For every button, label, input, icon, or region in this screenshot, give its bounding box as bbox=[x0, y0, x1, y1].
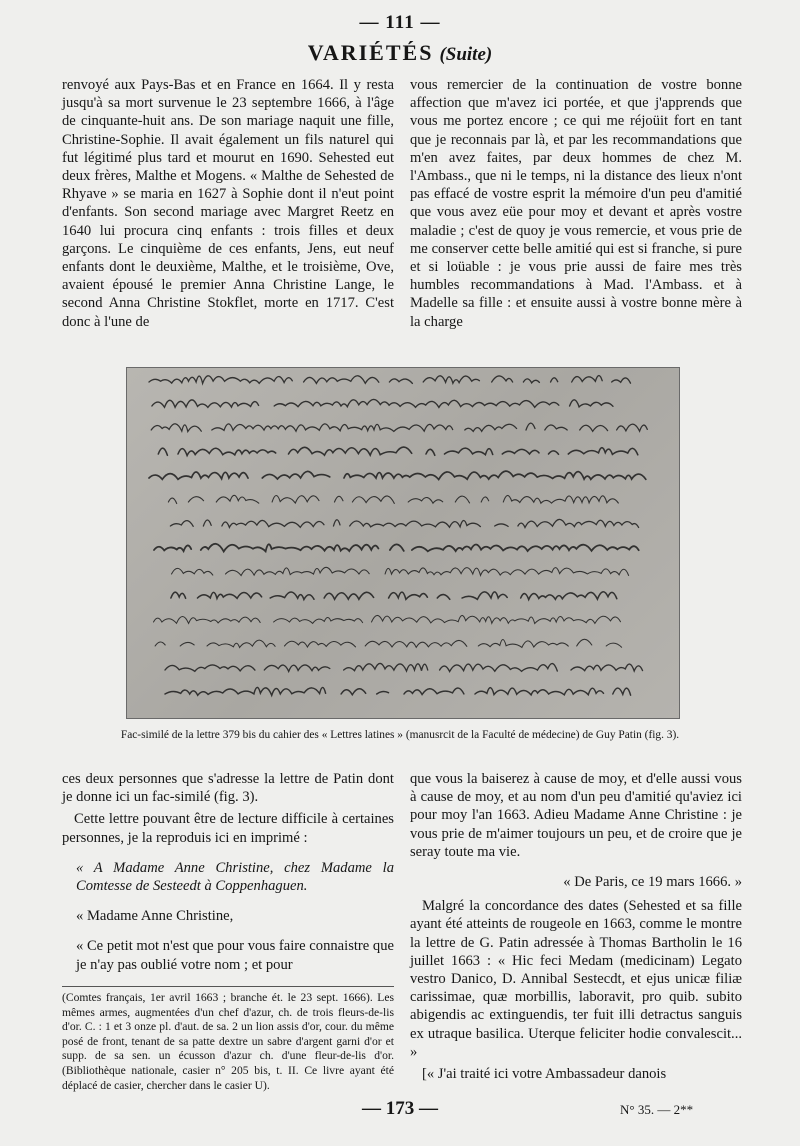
footnote: (Comtes français, 1er avril 1663 ; branche ét. le 23 sept. 1666). Les mêmes armes, augmentées d'un chef d'azur, ch. de trois fleurs-de-lis d'or. C. : 1 et 3 onze pl. d'aut. de sa. 2 un lion assis d'or, cour. du même posé de front, tenant de sa patte dextre un sabre d'argent garni d'or et supp. de sa sen. un écusson d'azur ch. d'une fleur-de-lis d'or. (Bibliothèque nationale, casier n° 205 bis, t. II. Ce livre ayant été déplacé de casier, chercher dans le casier U). bbox=[62, 986, 394, 1093]
section-title bbox=[0, 40, 800, 66]
figure-caption: Fac-similé de la lettre 379 bis du cahier des « Lettres latines » (manusrcit de la Faculté de médecine) de Guy Patin (fig. 3). bbox=[120, 729, 680, 741]
letter-salutation: « Madame Anne Christine, bbox=[76, 908, 234, 925]
handwriting-line bbox=[149, 376, 631, 384]
paragraph: [« J'ai traité ici votre Ambassadeur danois bbox=[422, 1066, 667, 1083]
paragraph: ces deux personnes que s'adresse la lettre de Patin dont je donne ici un fac-similé (fig. 3). bbox=[62, 771, 394, 806]
running-page-number: — 111 — bbox=[359, 12, 441, 33]
paragraph: Malgré la concordance des dates (Sehested et sa fille ayant été atteints de rougeole en 1663, comme le montre la lettre de G. Patin adressée à Thomas Bartholin le 16 juillet 1663 : « Hic feci Medam (medicinam) Legato vestro Danico, D. Annibal Sestecdt, et ejus unicæ filiæ carissimae, quæ morbillis, laboravit, pro quib. subito abigendis ac extinguendis, ter fuit illi detractus sanguis ex utraque basilica. Uterque feliciter hodie convalescit... » bbox=[410, 898, 742, 1060]
handwriting-line bbox=[165, 663, 643, 671]
handwriting-line bbox=[149, 471, 646, 479]
page-number: — 173 — bbox=[362, 1098, 438, 1119]
left-column-top bbox=[62, 76, 394, 331]
handwriting-line bbox=[171, 592, 617, 600]
letter-facsimile-image bbox=[126, 367, 680, 719]
handwriting-scribble bbox=[127, 368, 679, 718]
paragraph: renvoyé aux Pays-Bas et en France en 1664. Il y resta jusqu'à sa mort survenue le 23 septembre 1666, à l'âge de cinquante-huit ans. De son mariage naquit une fille, Christine-Sophie. Il avait également un fils naturel qui fut légitimé plus tard et mourut en 1690. Sehested eut deux frères, Malthe et Mogens. « Malthe de Sehested de Rhyave » se maria en 1627 à Sophie dont il n'eut point d'enfants. Son second mariage avec Margret Reetz en 1640 lui procura cinq enfants : trois filles et deux garçons. Le cinquième de ces enfants, Jens, eut neuf enfants dont le deuxième, Malthe, et le troisième, Ove, avaient épousé le premier Anna Christine Lange, le second Anna Christine Stokflet, morte en 1717. C'est donc à l'une de bbox=[62, 77, 394, 330]
signature-mark: N° 35. — 2** bbox=[620, 1102, 694, 1117]
right-column-bottom bbox=[410, 770, 742, 1083]
handwriting-line bbox=[154, 615, 637, 623]
handwriting-line bbox=[165, 687, 631, 695]
handwriting-line bbox=[152, 399, 613, 407]
left-column-bottom bbox=[62, 770, 394, 974]
handwriting-line bbox=[158, 447, 638, 455]
right-column-top bbox=[410, 76, 742, 331]
section-title-text: VARIÉTÉS bbox=[307, 40, 434, 65]
section-title-suite: (Suite) bbox=[439, 44, 493, 65]
handwriting-line bbox=[151, 423, 647, 431]
handwriting-line bbox=[155, 639, 621, 647]
handwriting-line bbox=[168, 495, 618, 503]
paragraph: vous remercier de la continuation de vostre bonne affection que m'avez ici portée, et que j'apprends que vous me portez encore ; ce qui me réjoüit fort en tant que je reconnais par là, et par les recommandations que m'en avez faites, par deux hommes de chez M. l'Ambass., que ni le temps, ni la distance des lieux n'ont pas effacé de vostre esprit la mémoire d'un peu d'amitié que vous avez eüe pour moy et devant et après vostre maladie ; c'est de quoy je vous remercie, et vous prie de me conserver cette belle amitié qui est si franche, si pure et si loüable : je vous prie aussi de faire mes très humbles recommandations à Mad. l'Ambass. et à Madelle sa fille : et ensuite aussi à vostre bonne mère à la charge bbox=[410, 77, 742, 330]
letter-dateline: « De Paris, ce 19 mars 1666. » bbox=[563, 874, 742, 891]
handwriting-line bbox=[154, 544, 639, 552]
letter-address: « A Madame Anne Christine, chez Madame la Comtesse de Sesteedt à Coppenhaguen. bbox=[76, 859, 394, 895]
handwriting-line bbox=[170, 519, 638, 527]
paragraph: Cette lettre pouvant être de lecture difficile à certaines personnes, je la reproduis ici en imprimé : bbox=[62, 811, 394, 846]
handwriting-line bbox=[172, 567, 629, 575]
paragraph: que vous la baiserez à cause de moy, et d'elle aussi vous à cause de moy, et au nom d'un peu d'amitié qu'aviez ici pour moy l'an 1663. Adieu Madame Anne Christine : je vous prie de m'aimer toujours un peu, et de croire que je seray toute ma vie. bbox=[410, 771, 742, 860]
letter-body: « Ce petit mot n'est que pour vous faire connaistre que je n'ay pas oublié votre nom ; et pour bbox=[76, 938, 394, 973]
